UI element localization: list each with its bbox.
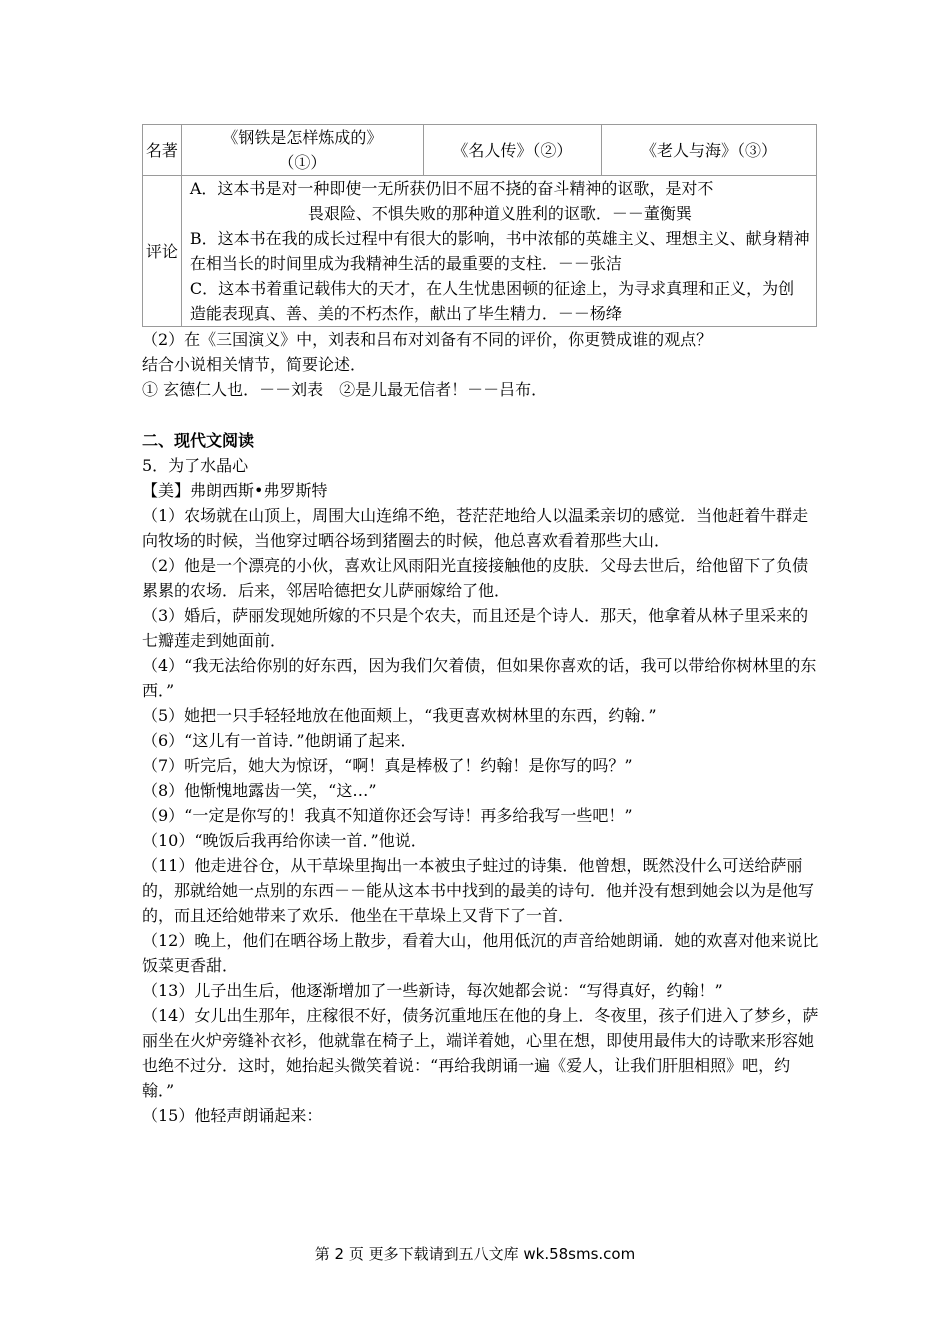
- paragraph: （5）她把一只手轻轻地放在他面颊上，“我更喜欢树林里的东西，约翰．”: [142, 706, 657, 725]
- books-label-cell: 名著: [143, 125, 182, 176]
- review-c: C．这本书着重记载伟大的天才，在人生忧患困顿的征途上，为寻求真理和正义，为创造能表现真、善、美的不朽杰作，献出了毕生精力．－－杨绛: [189, 279, 795, 323]
- item-title: 5．为了水晶心: [142, 456, 249, 475]
- main-content: [142, 327, 822, 1128]
- review-a-line1: A．这本书是对一种即使一无所获仍旧不屈不挠的奋斗精神的讴歌，是对不: [189, 179, 714, 198]
- reviews-cell: [181, 176, 816, 327]
- review-b: B．这本书在我的成长过程中有很大的影响，书中浓郁的英雄主义、理想主义、献身精神在相当长的时间里成为我精神生活的最重要的支柱．－－张洁: [189, 229, 810, 273]
- question2-line2: 结合小说相关情节，简要论述．: [142, 355, 367, 374]
- book3-cell: 《老人与海》（③）: [601, 125, 816, 176]
- paragraph: （15）他轻声朗诵起来：: [142, 1106, 323, 1125]
- paragraph: （13）儿子出生后，他逐渐增加了一些新诗，每次她都会说：“写得真好，约翰！”: [142, 981, 723, 1000]
- paragraph: （4）“我无法给你别的好东西，因为我们欠着债，但如果你喜欢的话，我可以带给你树林里的东西．”: [142, 656, 817, 700]
- books-table: [142, 124, 817, 327]
- section-heading: 二、现代文阅读: [142, 431, 255, 450]
- books-header-row: [143, 125, 817, 176]
- question2-line3: ① 玄德仁人也．－－刘表 ②是儿最无信者！－－吕布．: [142, 380, 548, 399]
- book1-slot: （①）: [278, 153, 327, 172]
- paragraph: （11）他走进谷仓，从干草垛里掏出一本被虫子蛀过的诗集．他曾想，既然没什么可送给萨丽的，那就给她一点别的东西－－能从这本书中找到的最美的诗句．他并没有想到她会以为是他写的，而且还给她带来了欢乐．他坐在干草垛上又背下了一首．: [142, 856, 815, 925]
- book2-cell: 《名人传》（②）: [423, 125, 601, 176]
- paragraph: （8）他惭愧地露齿一笑，“这…”: [142, 781, 377, 800]
- paragraph: （1）农场就在山顶上，周围大山连绵不绝，苍茫茫地给人以温柔亲切的感觉．当他赶着牛群走向牧场的时候，当他穿过晒谷场到猪圈去的时候，他总喜欢看着那些大山．: [142, 506, 809, 550]
- author-line: 【美】弗朗西斯•弗罗斯特: [142, 481, 328, 500]
- review-a-line2: 畏艰险、不惧失败的那种道义胜利的讴歌．－－董衡巽: [307, 204, 692, 223]
- paragraph: （10）“晚饭后我再给你读一首．”他说．: [142, 831, 427, 850]
- book1-title: 《钢铁是怎样炼成的》: [222, 128, 383, 147]
- paragraph: （2）他是一个漂亮的小伙，喜欢让风雨阳光直接接触他的皮肤．父母去世后，给他留下了负债累累的农场．后来，邻居哈德把女儿萨丽嫁给了他．: [142, 556, 809, 600]
- page-footer: 第 2 页 更多下载请到五八文库 wk.58sms.com: [314, 1245, 636, 1263]
- reviews-label-cell: 评论: [143, 176, 182, 327]
- paragraph: （14）女儿出生那年，庄稼很不好，债务沉重地压在他的身上．冬夜里，孩子们进入了梦乡，萨丽坐在火炉旁缝补衣衫，他就靠在椅子上，端详着她，心里在想，即使用最伟大的诗歌来形容她也绝不过分．这时，她抬起头微笑着说：“再给我朗诵一遍《爱人，让我们肝胆相照》吧，约翰．”: [142, 1006, 819, 1100]
- paragraph: （7）听完后，她大为惊讶，“啊！真是棒极了！约翰！是你写的吗？”: [142, 756, 633, 775]
- paragraph: （9）“一定是你写的！我真不知道你还会写诗！再多给我写一些吧！”: [142, 806, 633, 825]
- paragraph: （3）婚后，萨丽发现她所嫁的不只是个农夫，而且还是个诗人．那天，他拿着从林子里采来的七瓣莲走到她面前．: [142, 606, 809, 650]
- paragraph: （12）晚上，他们在晒谷场上散步，看着大山，他用低沉的声音给她朗诵．她的欢喜对他来说比饭菜更香甜．: [142, 931, 819, 975]
- question2-line1: （2）在《三国演义》中，刘表和吕布对刘备有不同的评价，你更赞成谁的观点？: [142, 330, 713, 349]
- reviews-row: [143, 176, 817, 327]
- book1-cell: [181, 125, 423, 176]
- paragraph: （6）“这儿有一首诗．”他朗诵了起来．: [142, 731, 417, 750]
